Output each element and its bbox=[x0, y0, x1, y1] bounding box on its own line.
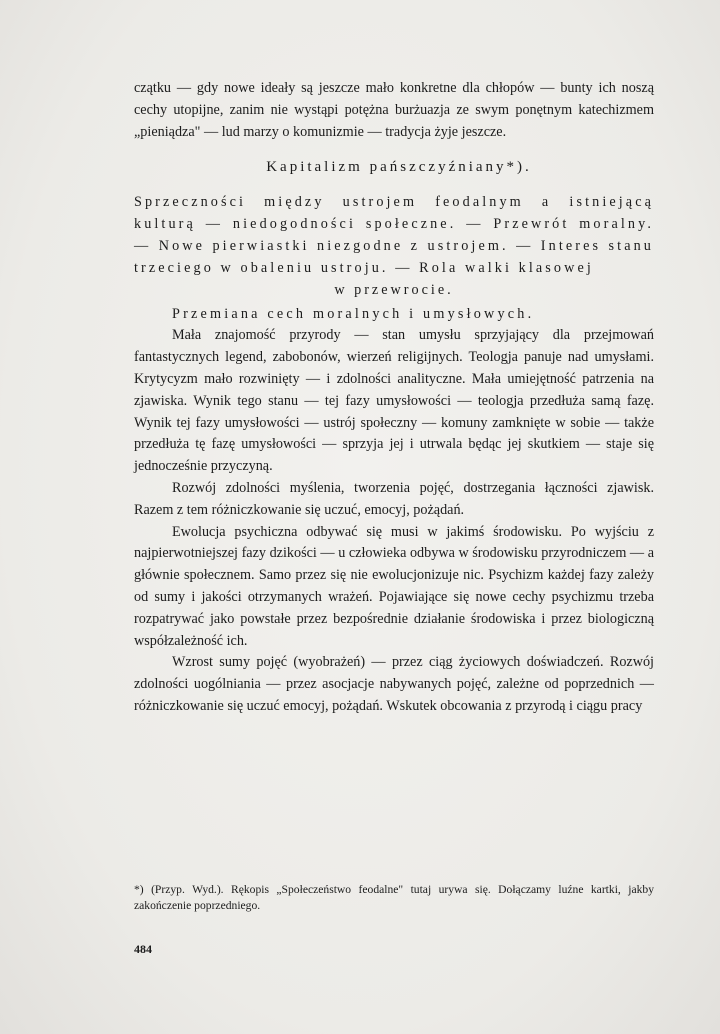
paragraph-continuation: czątku — gdy nowe ideały są jeszcze mało konkretne dla chłopów — bunty ich noszą cechy utopijne, zanim nie wystąpi potężna burżuazja ze swym ponętnym katechizmem „pieniądza" — lud marzy o komunizmie — tradycja żyje jeszcze. bbox=[134, 80, 654, 140]
footnote: *) (Przyp. Wyd.). Rękopis „Społeczeństwo feodalne" tutaj urywa się. Dołączamy luźne kartki, jakby zakończenie poprzedniego. bbox=[134, 883, 654, 912]
paragraph: Wzrost sumy pojęć (wyobrażeń) — przez ciąg życiowych doświadczeń. Rozwój zdolności uogólniania — przez asocjacje nabywanych pojęć, zależne od poprzednich — różniczkowanie się uczuć emocyj, pożądań. Wskutek obcowania z przyrodą i ciągu pracy bbox=[134, 654, 654, 714]
paragraph: Ewolucja psychiczna odbywać się musi w jakimś środowisku. Po wyjściu z najpierwotniejszej fazy dzikości — u człowieka odbywa w środowisku przyrodniczem — a głównie społecznem. Samo przez się nie ewolucjonizuje nic. Psychizm każdej fazy zależy od sumy i jakości otrzymanych wrażeń. Pojawiające się nowe cechy psychizmu trzeba rozpatrywać jako powstałe przez bezpośrednie działanie środowiska i przez biologiczną współzależność ich. bbox=[134, 523, 654, 649]
section-title: Kapitalizm pańszczyźniany*). bbox=[266, 159, 532, 176]
section-summary-end: w przewrocie. bbox=[334, 282, 454, 299]
page-body bbox=[134, 78, 654, 718]
subheading: Przemiana cech moralnych i umysłowych. bbox=[172, 306, 535, 323]
page-number: 484 bbox=[134, 942, 152, 956]
paragraph: Rozwój zdolności myślenia, tworzenia pojęć, dostrzegania łączności zjawisk. Razem z tem różniczkowanie się uczuć, emocyj, pożądań. bbox=[134, 479, 654, 518]
section-summary: Sprzeczności między ustrojem feodalnym a istniejącą kulturą — niedogodności społeczne. — Przewrót moralny. — Nowe pierwiastki niezgodne z ustrojem. — Interes stanu trzeciego w obaleniu ustroju. — Rola walki klasowej bbox=[134, 194, 654, 277]
paragraph: Mała znajomość przyrody — stan umysłu sprzyjający dla przejmowań fantastycznych legend, zabobonów, wierzeń religijnych. Teologja panuje nad umysłami. Krytycyzm mało rozwinięty — i zdolności analityczne. Mała umiejętność patrzenia na zjawiska. Wynik tego stanu — tej fazy umysłowości — teologja przedłuża samą fazę. Wynik tej fazy umysłowości — ustrój społeczny — komuny zamknięte w sobie — także przedłuża tę fazę umysłowości — sprzyja jej i utrwala będąc jej skutkiem — staje się jednocześnie przyczyną. bbox=[134, 327, 654, 475]
